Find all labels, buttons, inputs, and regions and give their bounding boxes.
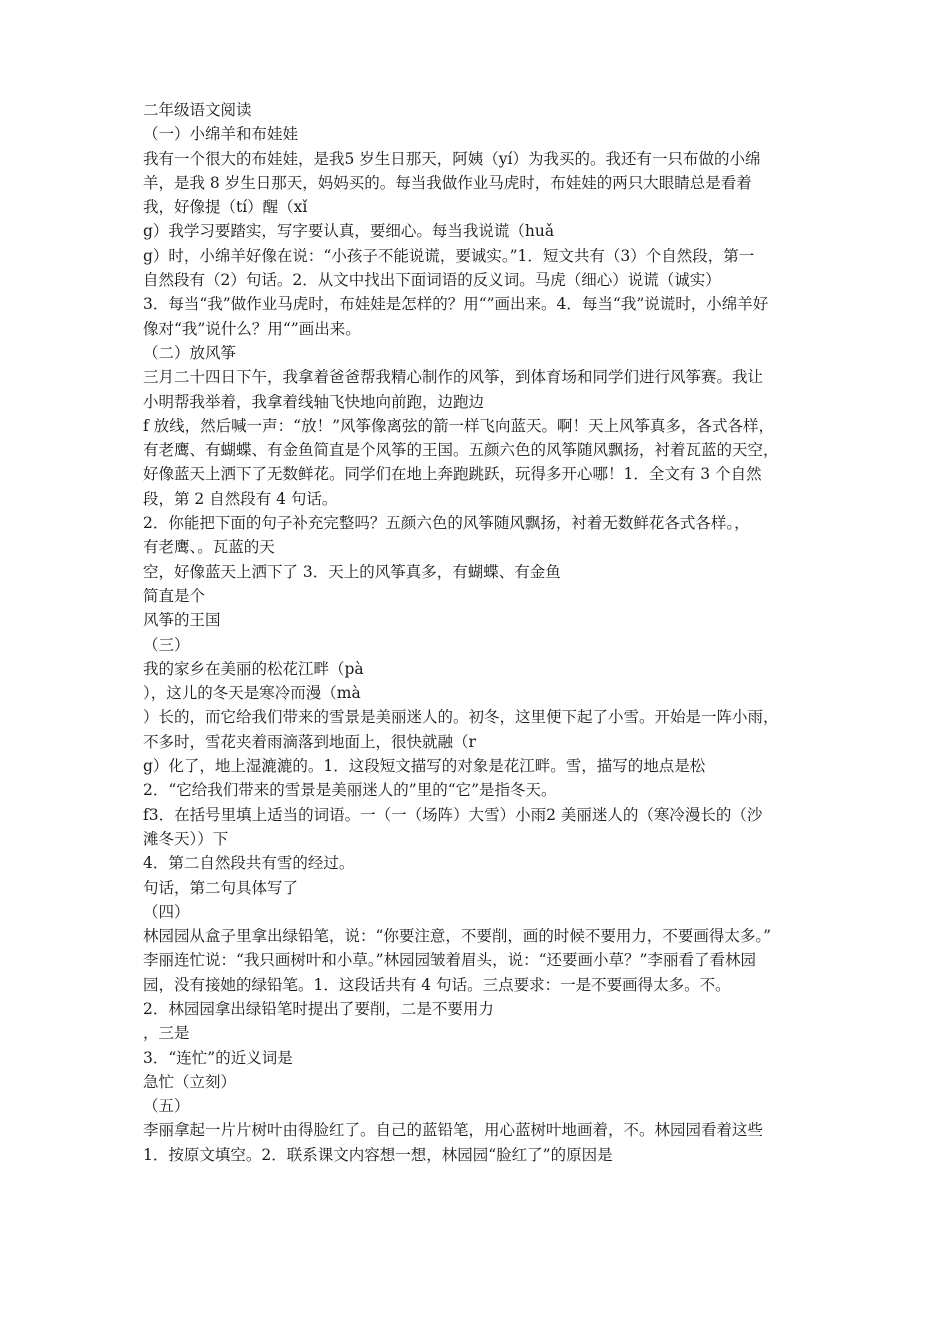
text-line: 好像蓝天上洒下了无数鲜花。同学们在地上奔跑跳跃，玩得多开心哪！1．全文有 3 个自然 (143, 465, 762, 484)
text-line: 小明帮我举着，我拿着线轴飞快地向前跑，边跑边 (143, 392, 485, 411)
text-line: 段，第 2 自然段有 4 句话。 (143, 489, 338, 508)
text-line: （三） (143, 635, 190, 654)
text-line: 像对“我”说什么？用“”画出来。 (143, 319, 361, 338)
text-line: 3．“连忙”的近义词是 (143, 1048, 293, 1067)
text-line: 简直是个 (143, 586, 206, 605)
text-line: （四） (143, 902, 190, 921)
text-line: 自然段有（2）句话。2．从文中找出下面词语的反义词。马虎（细心）说谎（诚实） (143, 271, 721, 290)
text-line: 有老鹰、。瓦蓝的天 (143, 538, 275, 557)
text-line: ）长的，而它给我们带来的雪景是美丽迷人的。初冬，这里便下起了小雪。开始是一阵小雨， (143, 708, 779, 727)
text-line: 2．林园园拿出绿铅笔时提出了要削，二是不要用力 (143, 999, 494, 1018)
text-line: （一）小绵羊和布娃娃 (143, 125, 299, 144)
text-line: g）我学习要踏实，写字要认真，要细心。每当我说谎（huǎ (143, 222, 555, 241)
text-line: （五） (143, 1097, 190, 1116)
text-line: 句话，第二句具体写了 (143, 878, 299, 897)
text-line: f 放线，然后喊一声：“放！”风筝像离弦的箭一样飞向蓝天。啊！天上风筝真多，各式各样， (143, 416, 775, 435)
text-line: 有老鹰、有蝴蝶、有金鱼简直是个风筝的王国。五颜六色的风筝随风飘扬，衬着瓦蓝的天空， (143, 441, 779, 460)
text-line: 不多时，雪花夹着雨滴落到地面上，很快就融（r (143, 732, 476, 751)
text-line: ，三是 (143, 1024, 190, 1043)
text-line: 我的家乡在美丽的松花江畔（pà (143, 659, 364, 678)
text-line: 园，没有接她的绿铅笔。1．这段话共有 4 句话。三点要求：一是不要画得太多。不。 (143, 975, 731, 994)
text-line: 风筝的王国 (143, 611, 221, 630)
text-line: f3．在括号里填上适当的词语。一（一（场阵）大雪）小雨2 美丽迷人的（寒冷漫长的（沙 (143, 805, 763, 824)
text-line: g）时，小绵羊好像在说：“小孩子不能说谎，要诚实。”1．短文共有（3）个自然段，第一 (143, 246, 755, 265)
text-line: 3．每当“我”做作业马虎时，布娃娃是怎样的？用“”画出来。4．每当“我”说谎时，小绵羊好 (143, 295, 769, 314)
text-line: 李丽连忙说：“我只画树叶和小草。”林园园皱着眉头，说：“还要画小草？”李丽看了看林园 (143, 951, 756, 970)
text-line: 李丽拿起一片片树叶由得脸红了。自己的蓝铅笔，用心蓝树叶地画着，不。林园园看着这些 (143, 1121, 764, 1140)
text-line: 三月二十四日下午，我拿着爸爸帮我精心制作的风筝，到体育场和同学们进行风筝赛。我让 (143, 368, 764, 387)
text-line: 1．按原文填空。2．联系课文内容想一想，林园园“脸红了”的原因是 (143, 1145, 613, 1164)
text-line: 4．第二自然段共有雪的经过。 (143, 854, 355, 873)
text-line: 急忙（立刻） (143, 1072, 237, 1091)
text-line: （二）放风筝 (143, 343, 237, 362)
text-line: 我，好像提（tí）醒（xǐ (143, 198, 308, 217)
text-line: g）化了，地上湿漉漉的。1．这段短文描写的对象是花江畔。雪，描写的地点是松 (143, 757, 706, 776)
text-line: 滩冬天））下 (143, 829, 229, 848)
text-line: 林园园从盒子里拿出绿铅笔，说：“你要注意，不要削，画的时候不要用力，不要画得太多。” (143, 927, 772, 946)
text-line: 我有一个很大的布娃娃，是我5 岁生日那天，阿姨（yí）为我买的。我还有一只布做的小绵 (143, 149, 761, 168)
text-line: 空，好像蓝天上洒下了 3．天上的风筝真多，有蝴蝶、有金鱼 (143, 562, 561, 581)
text-line: 2．“它给我们带来的雪景是美丽迷人的”里的“它”是指冬天。 (143, 781, 557, 800)
text-line: 羊，是我 8 岁生日那天，妈妈买的。每当我做作业马虎时，布娃娃的两只大眼睛总是看着 (143, 173, 752, 192)
text-line: 二年级语文阅读 (143, 101, 252, 119)
text-line: ），这儿的冬天是寒冷而漫（mà (143, 684, 361, 703)
text-line: 2．你能把下面的句子补充完整吗？五颜六色的风筝随风飘扬，衬着无数鲜花各式各样。， (143, 514, 750, 533)
document-page (143, 98, 811, 1167)
